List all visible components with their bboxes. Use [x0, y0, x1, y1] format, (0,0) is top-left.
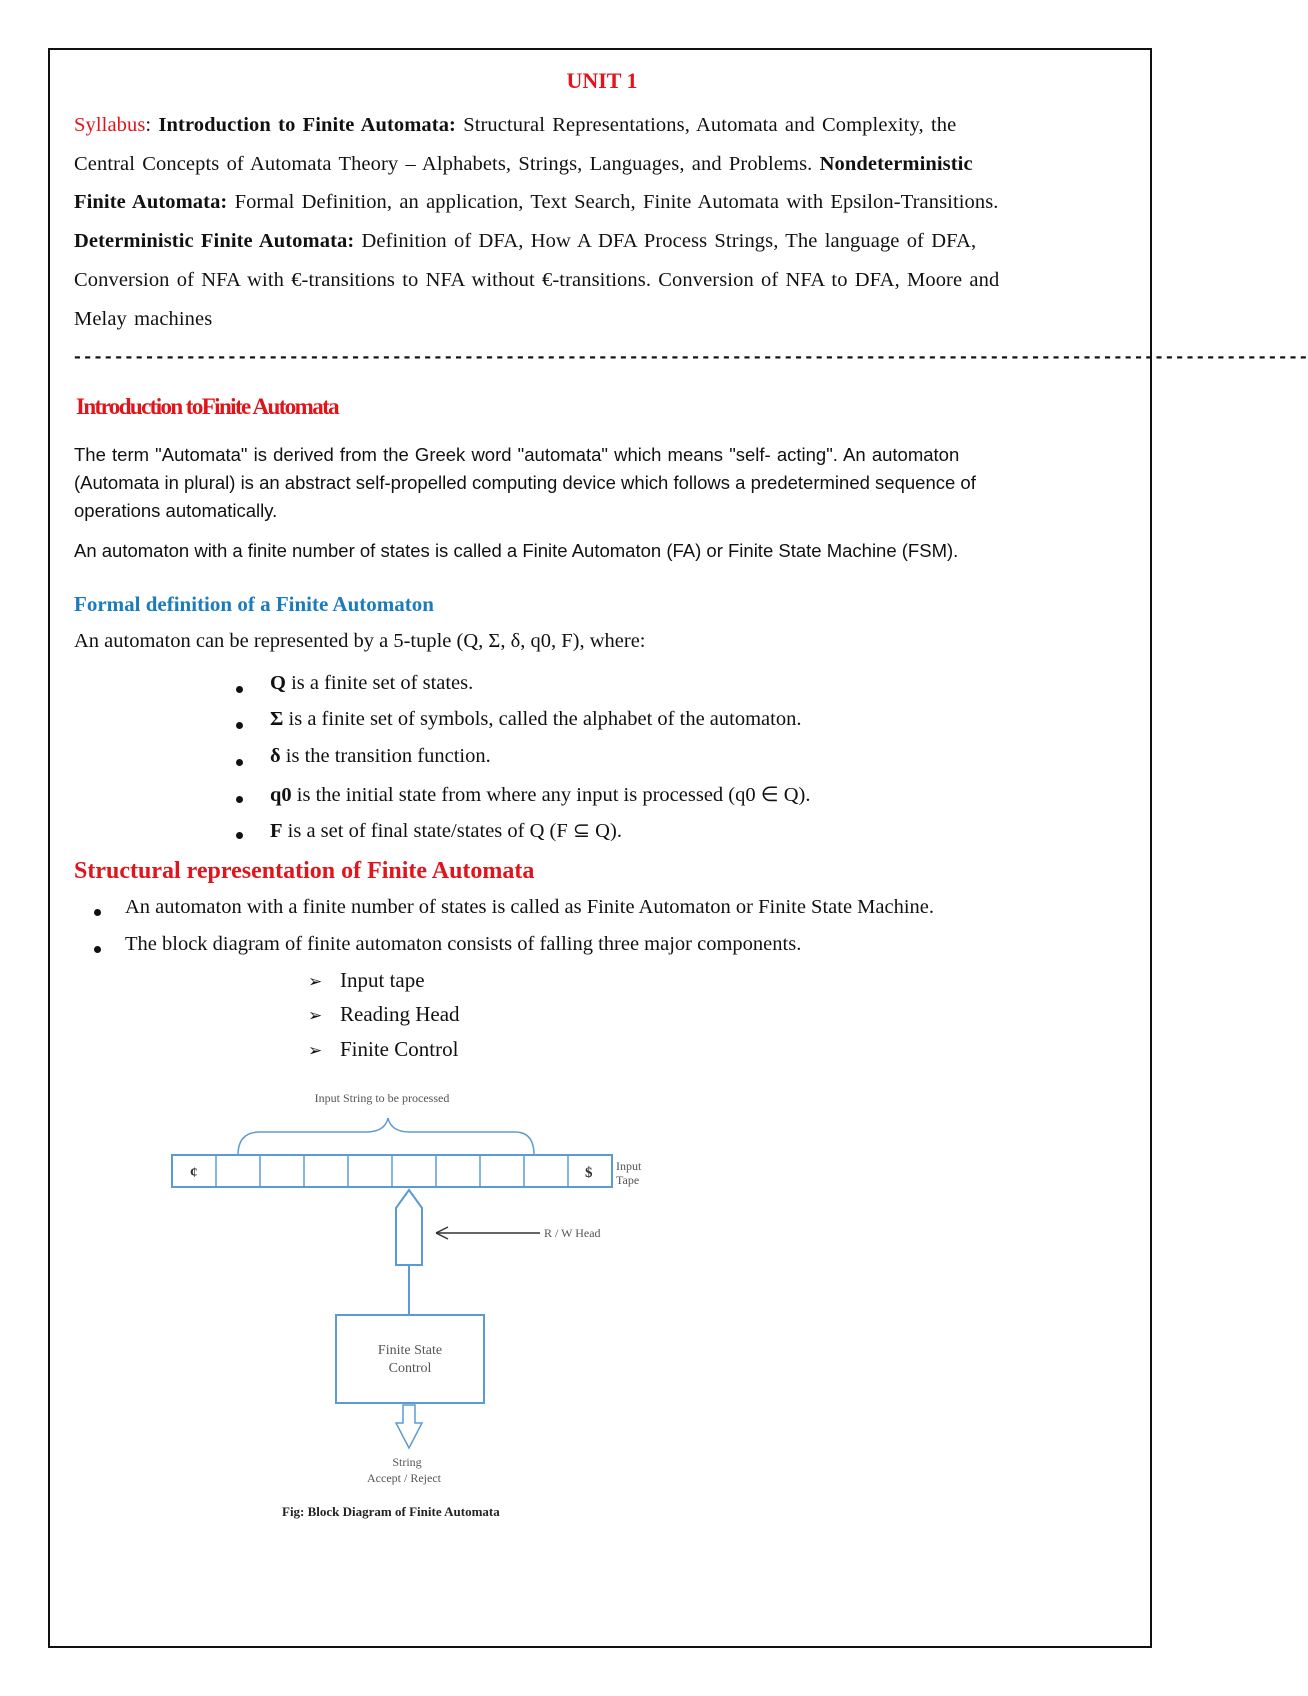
- arrow-bullet-icon: ➢: [308, 1041, 323, 1060]
- syllabus-text: Formal Definition, an application, Text Search, Finite Automata with Epsilon-Transitions.: [227, 191, 999, 213]
- arrow-bullet-icon: ➢: [308, 1006, 323, 1025]
- intro-heading: Introduction toFinite Automata: [76, 394, 339, 419]
- tape-label-line-2: Tape: [616, 1173, 640, 1187]
- syllabus-topic: Nondeterministic: [819, 153, 973, 175]
- syllabus-text: Central Concepts of Automata Theory – Alphabets, Strings, Languages, and Problems.: [74, 153, 820, 175]
- brace-label: Input String to be processed: [314, 1091, 450, 1105]
- tuple-term: δ: [270, 745, 281, 767]
- head-label: R / W Head: [544, 1226, 601, 1240]
- syllabus-text: Melay machines: [74, 308, 213, 330]
- tuple-term: F: [270, 820, 283, 842]
- down-arrow-icon: [396, 1405, 422, 1448]
- tape-start-symbol: ¢: [190, 1165, 198, 1181]
- structural-heading: Structural representation of Finite Automata: [74, 858, 535, 884]
- syllabus-text: :: [145, 114, 159, 136]
- formal-heading: Formal definition of a Finite Automaton: [74, 592, 434, 616]
- syllabus-label: Syllabus: [74, 114, 146, 136]
- output-label-line-1: String: [392, 1455, 422, 1469]
- tuple-description: is the transition function.: [280, 745, 491, 767]
- tuple-description: is a finite set of symbols, called the alphabet of the automaton.: [283, 708, 802, 730]
- formal-intro: An automaton can be represented by a 5-tuple (Q, Σ, δ, q0, F), where:: [74, 630, 646, 652]
- page-frame: [48, 48, 1308, 1648]
- tape-end-symbol: $: [585, 1165, 593, 1181]
- intro-para-line-2: (Automata in plural) is an abstract self-propelled computing device which follows a predetermined sequence of: [74, 472, 976, 493]
- control-label-line-1: Finite State: [377, 1343, 443, 1358]
- component-label: Input tape: [340, 968, 425, 992]
- unit-title: UNIT 1: [566, 68, 638, 93]
- block-diagram: [50, 50, 1154, 1650]
- tape-label-line-1: Input: [616, 1159, 642, 1173]
- control-label-line-2: Control: [388, 1361, 432, 1376]
- tuple-term: q0: [270, 784, 292, 806]
- syllabus-text: Structural Representations, Automata and Complexity, the: [455, 114, 957, 136]
- finite-control-box: [336, 1315, 484, 1403]
- tuple-term: Σ: [270, 708, 284, 730]
- figure-caption: Fig: Block Diagram of Finite Automata: [282, 1504, 500, 1519]
- intro-para-line-1: The term "Automata" is derived from the Greek word "automata" which means "self- acting". An automaton: [74, 444, 960, 465]
- arrow-bullet-icon: ➢: [308, 972, 323, 991]
- syllabus-text: Conversion of NFA with €-transitions to NFA without €-transitions. Conversion of NFA to DFA, Moore and: [74, 269, 1000, 291]
- tuple-term: Q: [270, 672, 286, 694]
- component-label: Finite Control: [340, 1037, 459, 1061]
- tuple-description: is a set of final state/states of Q (F ⊆ Q).: [282, 820, 622, 842]
- syllabus-topic: Deterministic Finite Automata:: [74, 230, 355, 252]
- output-label-line-2: Accept / Reject: [367, 1471, 441, 1485]
- component-label: Reading Head: [340, 1002, 460, 1026]
- structural-bullet-text: An automaton with a finite number of states is called as Finite Automaton or Finite State Machine.: [125, 896, 935, 918]
- syllabus-text: Definition of DFA, How A DFA Process Strings, The language of DFA,: [354, 230, 977, 252]
- input-tape: [172, 1155, 612, 1187]
- input-brace: [238, 1118, 534, 1155]
- tuple-description: is a finite set of states.: [285, 672, 474, 694]
- syllabus-topic: Finite Automata:: [74, 191, 228, 213]
- syllabus-topic: Introduction to Finite Automata:: [158, 114, 456, 136]
- intro-para-line-3: operations automatically.: [74, 500, 278, 521]
- rw-head: [396, 1190, 422, 1265]
- structural-bullet-text: The block diagram of finite automaton consists of falling three major components.: [125, 933, 802, 955]
- tuple-description: is the initial state from where any input is processed (q0 ∈ Q).: [291, 784, 811, 806]
- intro-para-2: An automaton with a finite number of states is called a Finite Automaton (FA) or Finite State Machine (FSM).: [74, 540, 959, 561]
- section-divider: ------------------------------------------------------------------------------------------------------------------------: [72, 348, 1308, 368]
